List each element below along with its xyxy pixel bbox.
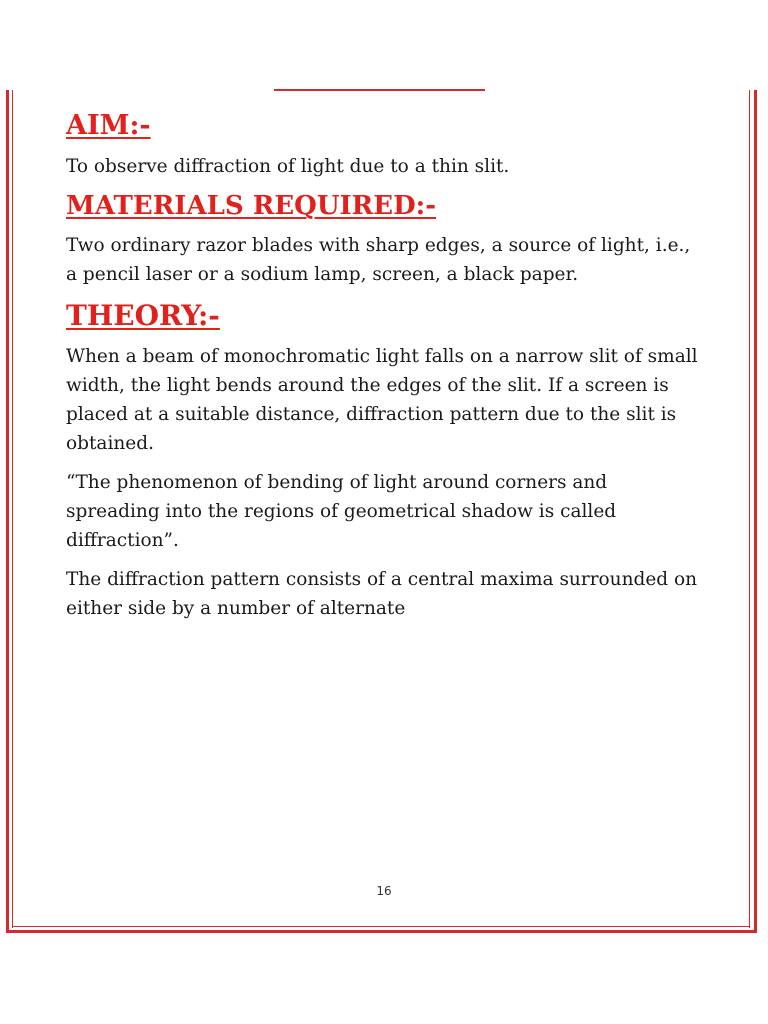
page-border-right [754, 90, 757, 933]
theory-section [66, 299, 706, 624]
materials-text: Two ordinary razor blades with sharp edges, a source of light, i.e., a pencil laser or a sodium lamp, screen, a black paper. [66, 234, 691, 285]
page-border-left [6, 90, 9, 933]
page-content [66, 110, 706, 623]
page-border-bottom-inner [12, 926, 750, 927]
page-border-right-inner [749, 90, 750, 928]
materials-section [66, 191, 706, 288]
theory-paragraph: When a beam of monochromatic light falls on a narrow slit of small width, the light bends around the edges of the slit. If a screen is placed at a suitable distance, diffraction pattern due to the slit is obtained. [66, 346, 698, 455]
page-number: 16 [376, 884, 392, 898]
aim-section [66, 110, 706, 181]
page-border-bottom [6, 930, 757, 933]
materials-heading: MATERIALS REQUIRED:- [66, 191, 437, 222]
page-border-left-inner [12, 90, 13, 928]
header-rule [274, 89, 485, 91]
theory-paragraph: The diffraction pattern consists of a central maxima surrounded on either side by a number of alternate [66, 569, 698, 620]
theory-paragraph: “The phenomenon of bending of light around corners and spreading into the regions of geometrical shadow is called diffraction”. [66, 472, 617, 552]
aim-heading: AIM:- [66, 110, 151, 141]
aim-text: To observe diffraction of light due to a thin slit. [66, 156, 510, 178]
theory-heading: THEORY:- [66, 298, 220, 332]
